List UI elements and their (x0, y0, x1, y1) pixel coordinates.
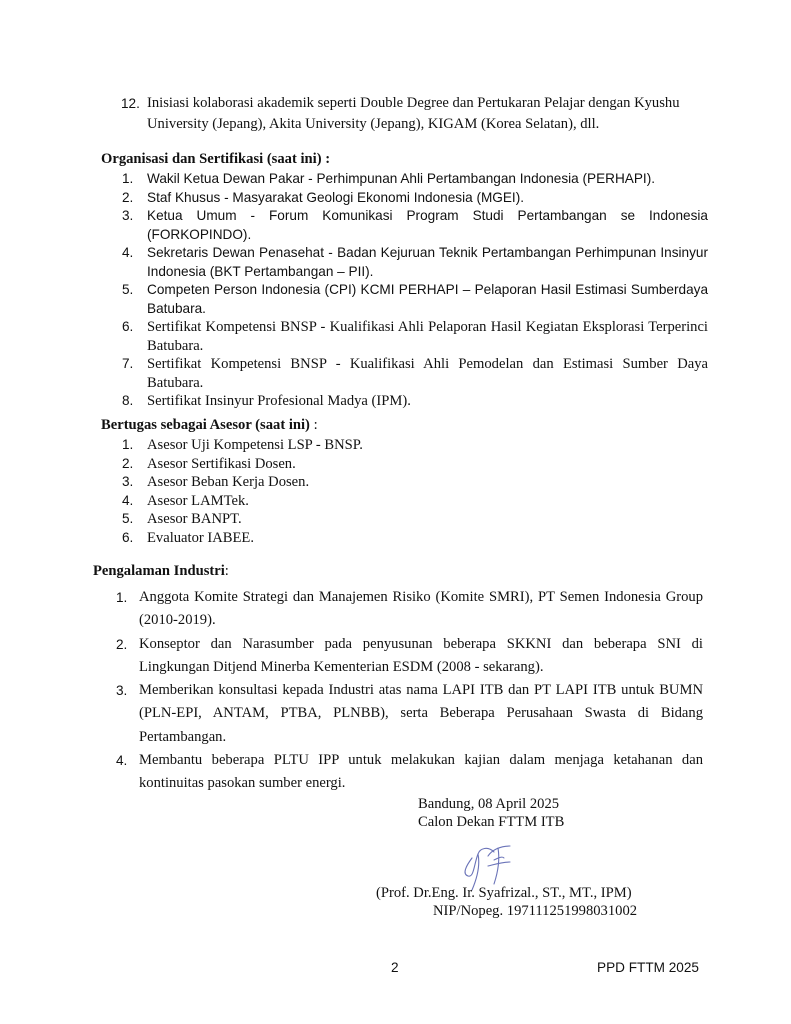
list-item (116, 586, 703, 633)
list-item-text: Anggota Komite Strategi dan Manajemen Risiko (Komite SMRI), PT Semen Indonesia Group (2010-2019). (139, 589, 703, 629)
list-item-text: Konseptor dan Narasumber pada penyusunan beberapa SKKNI dan beberapa SNI di Lingkungan Ditjend Minerba Kementerian ESDM (2008 - sekarang). (139, 635, 703, 675)
list-item-number: 1. (122, 171, 134, 186)
list-item-text: Sekretaris Dewan Penasehat - Badan Kejuruan Teknik Pertambangan Perhimpunan Insinyur Indonesia (BKT Pertambangan – PII). (147, 245, 708, 279)
list-item-number: 3. (122, 208, 134, 223)
list-item-text: Ketua Umum - Forum Komunikasi Program Studi Pertambangan se Indonesia (FORKOPINDO). (147, 208, 708, 242)
list-item-number: 4. (122, 492, 134, 508)
list-item-text: Inisiasi kolaborasi akademik seperti Double Degree dan Pertukaran Pelajar dengan Kyushu University (Jepang), Akita University (Jepang), KIGAM (Korea Selatan), dll. (147, 95, 680, 132)
list-item-number: 2. (122, 189, 134, 205)
organisasi-list (122, 170, 708, 411)
list-item-number: 4. (116, 753, 128, 769)
list-item-number: 3. (122, 474, 134, 489)
heading-text: Pengalaman Industri (93, 563, 225, 579)
section-heading-industri (93, 560, 703, 582)
list-item-number: 5. (122, 511, 134, 526)
list-item-text: Asesor Sertifikasi Dosen. (147, 455, 296, 472)
list-item-intro (121, 93, 711, 135)
section-heading-organisasi: Organisasi dan Sertifikasi (saat ini) : (101, 151, 331, 167)
list-item-number: 7. (122, 356, 134, 371)
list-item (122, 318, 708, 355)
heading-colon: : (309, 417, 318, 433)
list-item (122, 529, 701, 548)
list-item-text: Sertifikat Kompetensi BNSP - Kualifikasi Ahli Pelaporan Hasil Kegiatan Eksplorasi Terperinci Batubara. (147, 319, 708, 354)
page-number: 2 (391, 960, 399, 975)
list-item (116, 749, 703, 796)
list-item (122, 207, 708, 244)
list-item-number: 2. (122, 455, 134, 471)
list-item (122, 455, 701, 474)
list-item (122, 492, 701, 511)
list-item-text: Asesor Uji Kompetensi LSP - BNSP. (147, 437, 363, 453)
list-item-number: 12. (121, 96, 140, 111)
section-heading-asesor (101, 414, 701, 436)
list-item (122, 170, 708, 189)
list-item-number: 1. (122, 437, 134, 452)
list-item-text: Sertifikat Insinyur Profesional Madya (IPM). (147, 393, 411, 409)
section-industri (93, 560, 703, 796)
list-item (122, 436, 701, 455)
list-item-text: Wakil Ketua Dewan Pakar - Perhimpunan Ahli Pertambangan Indonesia (PERHAPI). (147, 171, 656, 186)
list-item-number: 6. (122, 529, 134, 545)
list-item-number: 5. (122, 282, 134, 297)
list-item-number: 3. (116, 683, 128, 699)
list-item (122, 392, 708, 411)
list-item (116, 679, 703, 749)
list-item-text: Staf Khusus - Masyarakat Geologi Ekonomi Indonesia (MGEI). (147, 189, 525, 205)
list-item-number: 6. (122, 319, 134, 334)
asesor-list (122, 436, 701, 547)
list-item-text: Asesor Beban Kerja Dosen. (147, 474, 310, 490)
list-item-text: Sertifikat Kompetensi BNSP - Kualifikasi Ahli Pemodelan dan Estimasi Sumber Daya Batubara. (147, 356, 708, 391)
heading-text: Bertugas sebagai Asesor (saat ini) (101, 417, 310, 433)
list-item (122, 510, 701, 529)
list-item (116, 633, 703, 680)
industri-list (116, 586, 703, 796)
list-item-number: 8. (122, 393, 134, 408)
list-item-text: Evaluator IABEE. (147, 529, 254, 546)
list-item (122, 281, 708, 318)
section-asesor (101, 414, 701, 547)
signer-nip: NIP/Nopeg. 197111251998031002 (433, 903, 638, 919)
list-item-number: 1. (116, 590, 128, 605)
list-item-text: Asesor BANPT. (147, 511, 242, 527)
place-date: Bandung, 08 April 2025 (418, 796, 560, 812)
list-item (122, 355, 708, 392)
list-item (122, 244, 708, 281)
list-item-text: Memberikan konsultasi kepada Industri atas nama LAPI ITB dan PT LAPI ITB untuk BUMN (PLN-EPI, ANTAM, PTBA, PLNBB), serta Beberapa Perusahaan Swasta di Bidang Pertambangan. (139, 682, 703, 745)
signer-name: (Prof. Dr.Eng. Ir. Syafrizal., ST., MT., IPM) (376, 885, 632, 901)
list-item-text: Membantu beberapa PLTU IPP untuk melakukan kajian dalam menjaga ketahanan dan kontinuitas pasokan sumber energi. (139, 752, 703, 792)
section-organisasi (101, 148, 708, 411)
list-item-text: Competen Person Indonesia (CPI) KCMI PERHAPI – Pelaporan Hasil Estimasi Sumberdaya Batubara. (147, 282, 708, 316)
heading-colon: : (224, 563, 229, 579)
candidate-title: Calon Dekan FTTM ITB (418, 814, 565, 830)
list-item (122, 473, 701, 492)
list-item-number: 4. (122, 245, 134, 260)
footer-document-label: PPD FTTM 2025 (597, 960, 699, 975)
list-item-text: Asesor LAMTek. (147, 492, 249, 509)
list-item (122, 189, 708, 208)
list-item-number: 2. (116, 636, 128, 652)
